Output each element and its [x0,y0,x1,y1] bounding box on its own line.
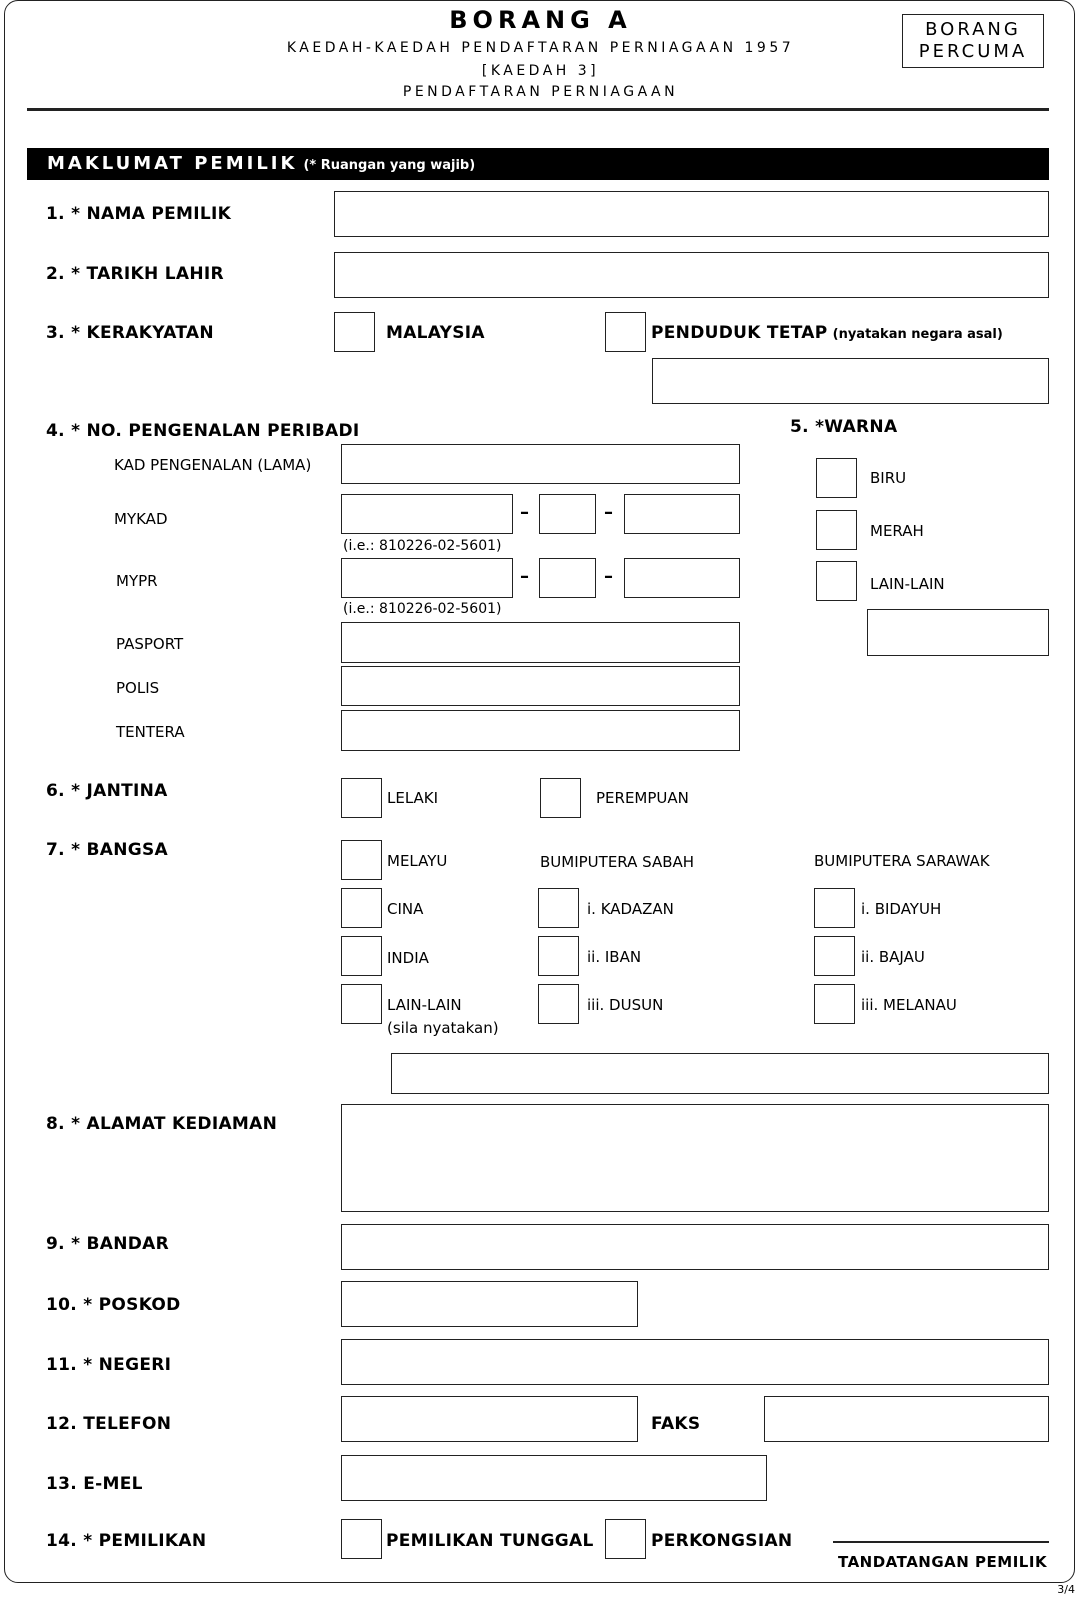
badge-line-1: BORANG [925,19,1021,40]
color-label: 5. *WARNA [790,417,898,437]
color-other-checkbox[interactable] [816,561,857,601]
sabah-kadazan-label: i. KADAZAN [587,900,674,918]
passport-input[interactable] [341,622,740,663]
section-note: (* Ruangan yang wajib) [303,158,476,173]
sarawak-heading: BUMIPUTERA SARAWAK [814,852,990,870]
sabah-iban-label: ii. IBAN [587,948,642,966]
dob-input[interactable] [334,252,1049,298]
race-other-label: LAIN-LAIN [387,996,462,1014]
free-form-badge [902,14,1044,68]
signature-line [833,1541,1049,1543]
citizenship-pr-checkbox[interactable] [605,312,646,352]
sarawak-melanau-label: iii. MELANAU [861,996,957,1014]
race-chinese-checkbox[interactable] [341,888,382,928]
ownership-partnership-checkbox[interactable] [605,1519,646,1559]
sarawak-bajau-label: ii. BAJAU [861,948,925,966]
mypr-part3-input[interactable] [624,558,740,598]
mykad-part1-input[interactable] [341,494,513,534]
ownership-sole-label: PEMILIKAN TUNGGAL [386,1531,594,1551]
id-number-label: 4. * NO. PENGENALAN PERIBADI [46,421,360,441]
city-input[interactable] [341,1224,1049,1270]
state-input[interactable] [341,1339,1049,1385]
gender-female-label: PEREMPUAN [596,789,689,807]
citizenship-pr-note: (nyatakan negara asal) [832,327,1003,342]
email-input[interactable] [341,1455,767,1501]
sarawak-bidayuh-label: i. BIDAYUH [861,900,942,918]
color-blue-checkbox[interactable] [816,458,857,498]
color-other-input[interactable] [867,609,1049,656]
race-other-checkbox[interactable] [341,984,382,1024]
form-title: BORANG A [449,6,632,34]
sarawak-melanau-checkbox[interactable] [814,984,855,1024]
mykad-dash-2: – [604,502,613,523]
race-malay-label: MELAYU [387,852,448,870]
race-other-note: (sila nyatakan) [387,1019,499,1037]
race-indian-label: INDIA [387,949,429,967]
race-malay-checkbox[interactable] [341,840,382,880]
mypr-part1-input[interactable] [341,558,513,598]
old-ic-label: KAD PENGENALAN (LAMA) [114,456,312,474]
mykad-dash-1: – [520,502,529,523]
citizenship-pr-label: PENDUDUK TETAP [651,323,828,343]
owner-name-input[interactable] [334,191,1049,237]
mypr-dash-2: – [604,566,613,587]
owner-name-label: 1. * NAMA PEMILIK [46,204,232,224]
sarawak-bidayuh-checkbox[interactable] [814,888,855,928]
gender-male-checkbox[interactable] [341,778,382,818]
army-input[interactable] [341,710,740,751]
form-rule-ref: [KAEDAH 3] [481,63,600,79]
mypr-label: MYPR [116,572,158,590]
postcode-input[interactable] [341,1281,638,1327]
fax-label: FAKS [651,1414,701,1434]
sabah-kadazan-checkbox[interactable] [538,888,579,928]
mykad-label: MYKAD [114,510,168,528]
color-red-label: MERAH [870,522,924,540]
form-heading: PENDAFTARAN PERNIAGAAN [402,84,679,100]
ownership-sole-checkbox[interactable] [341,1519,382,1559]
phone-label: 12. TELEFON [46,1414,172,1434]
signature-label: TANDATANGAN PEMILIK [838,1553,1048,1571]
mykad-part3-input[interactable] [624,494,740,534]
citizenship-pr-label-group [651,323,1003,343]
ownership-partnership-label: PERKONGSIAN [651,1531,793,1551]
citizenship-label: 3. * KERAKYATAN [46,323,214,343]
email-label: 13. E-MEL [46,1474,143,1494]
sabah-iban-checkbox[interactable] [538,936,579,976]
race-label: 7. * BANGSA [46,840,169,860]
city-label: 9. * BANDAR [46,1234,170,1254]
country-origin-input[interactable] [652,358,1049,404]
dob-label: 2. * TARIKH LAHIR [46,264,224,284]
mykad-part2-input[interactable] [539,494,596,534]
passport-label: PASPORT [116,635,184,653]
color-other-label: LAIN-LAIN [870,575,945,593]
race-chinese-label: CINA [387,900,424,918]
postcode-label: 10. * POSKOD [46,1295,181,1315]
mykad-example: (i.e.: 810226-02-5601) [343,538,502,554]
gender-male-label: LELAKI [387,789,439,807]
page-number: 3/4 [1057,1583,1075,1596]
police-input[interactable] [341,666,740,706]
army-label: TENTERA [116,723,185,741]
race-other-input[interactable] [391,1053,1049,1094]
mypr-part2-input[interactable] [539,558,596,598]
form-subtitle: KAEDAH-KAEDAH PENDAFTARAN PERNIAGAAN 1957 [286,40,795,56]
header-divider [27,108,1049,111]
mypr-example: (i.e.: 810226-02-5601) [343,601,502,617]
citizenship-malaysia-label: MALAYSIA [386,323,485,343]
sabah-heading: BUMIPUTERA SABAH [540,853,695,871]
ownership-label: 14. * PEMILIKAN [46,1531,207,1551]
section-header [27,148,1049,180]
gender-label: 6. * JANTINA [46,781,168,801]
badge-line-2: PERCUMA [918,41,1028,62]
sabah-dusun-label: iii. DUSUN [587,996,664,1014]
police-label: POLIS [116,679,160,697]
gender-female-checkbox[interactable] [540,778,581,818]
color-red-checkbox[interactable] [816,510,857,550]
citizenship-malaysia-checkbox[interactable] [334,312,375,352]
old-ic-input[interactable] [341,444,740,484]
address-label: 8. * ALAMAT KEDIAMAN [46,1114,278,1134]
state-label: 11. * NEGERI [46,1355,172,1375]
color-blue-label: BIRU [870,469,907,487]
fax-input[interactable] [764,1396,1049,1442]
phone-input[interactable] [341,1396,638,1442]
race-indian-checkbox[interactable] [341,936,382,976]
address-input[interactable] [341,1104,1049,1212]
sabah-dusun-checkbox[interactable] [538,984,579,1024]
mypr-dash-1: – [520,566,529,587]
sarawak-bajau-checkbox[interactable] [814,936,855,976]
section-title: MAKLUMAT PEMILIK [47,153,298,174]
